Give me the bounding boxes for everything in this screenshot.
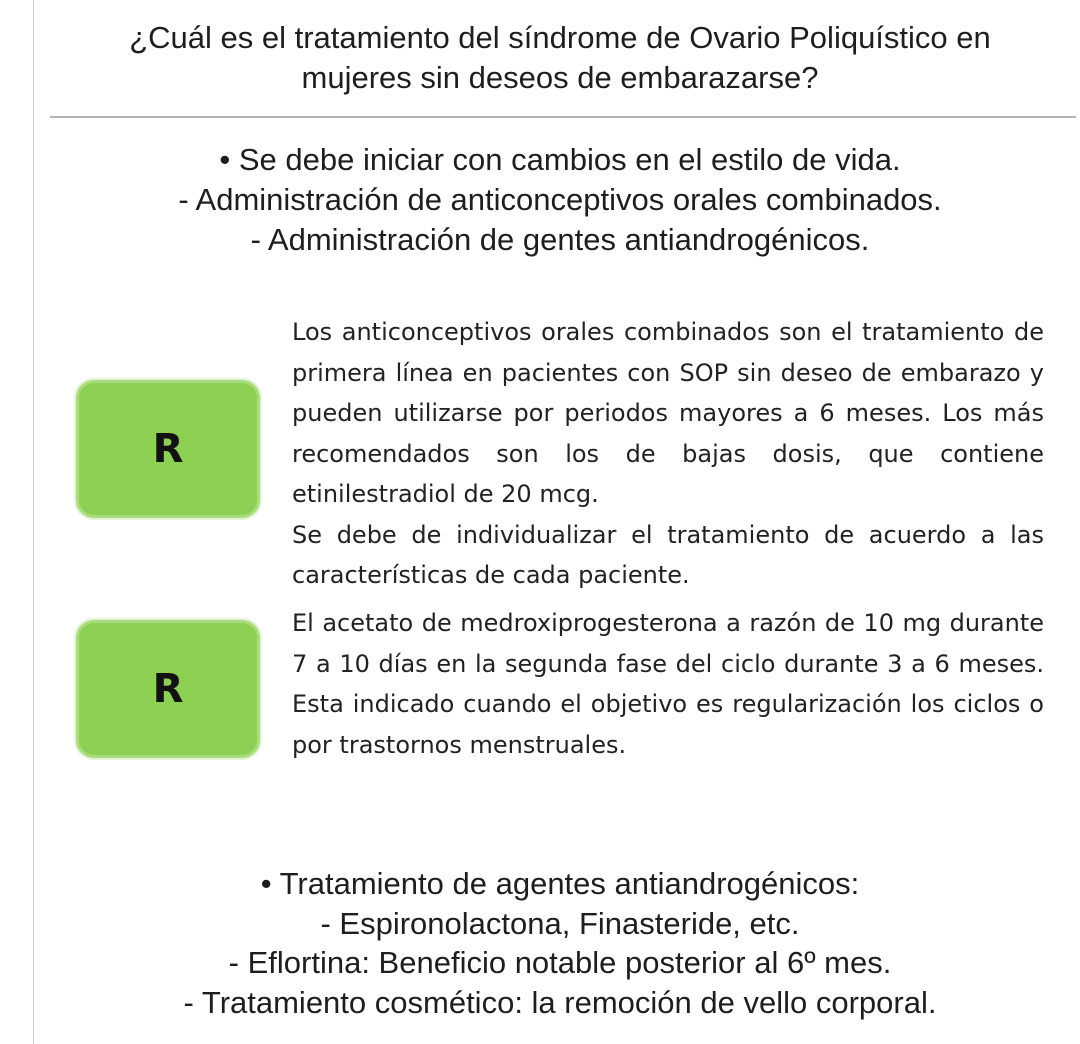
left-margin-rule bbox=[33, 0, 34, 1044]
intro-list bbox=[40, 140, 1080, 260]
antiandrogen-list bbox=[40, 864, 1080, 1022]
question-line-2: mujeres sin deseos de embarazarse? bbox=[301, 60, 819, 95]
intro-item-contraceptives: - Administración de anticonceptivos orales combinados. bbox=[178, 182, 942, 217]
recommendation-badge-1: R bbox=[76, 380, 260, 518]
question-line-1: ¿Cuál es el tratamiento del síndrome de Ovario Poliquístico en bbox=[129, 20, 991, 55]
question-heading bbox=[40, 18, 1080, 98]
outro-item-cosmetic: - Tratamiento cosmético: la remoción de vello corporal. bbox=[183, 984, 937, 1020]
heading-divider bbox=[50, 116, 1076, 118]
recommendation-badge-2: R bbox=[76, 620, 260, 758]
recommendation-text-1-main: Los anticonceptivos orales combinados son el tratamiento de primera línea en pacientes con SOP sin deseo de embarazo y pueden utilizarse por periodos mayores a 6 meses. Los más recomendados son los de bajas dosis, que contiene etinilestradiol de 20 mcg. bbox=[292, 318, 1044, 508]
recommendation-text-1-note: Se debe de individualizar el tratamiento de acuerdo a las características de cada paciente. bbox=[292, 520, 1044, 589]
outro-item-eflornithine: - Eflortina: Beneficio notable posterior al 6º mes. bbox=[228, 945, 892, 980]
intro-item-antiandrogens: - Administración de gentes antiandrogénicos. bbox=[250, 222, 870, 257]
outro-item-spironolactone: - Espironolactona, Finasteride, etc. bbox=[320, 905, 800, 941]
outro-item-antiandrogens: • Tratamiento de agentes antiandrogénicos: bbox=[260, 866, 860, 901]
recommendation-text-2 bbox=[292, 603, 1044, 765]
intro-item-lifestyle: • Se debe iniciar con cambios en el estilo de vida. bbox=[219, 142, 901, 177]
recommendation-text-1 bbox=[292, 312, 1044, 596]
recommendation-text-2-main: El acetato de medroxiprogesterona a razón de 10 mg durante 7 a 10 días en la segunda fase del ciclo durante 3 a 6 meses. Esta indicado cuando el objetivo es regularización los ciclos o por trastornos menstruales. bbox=[292, 609, 1044, 759]
